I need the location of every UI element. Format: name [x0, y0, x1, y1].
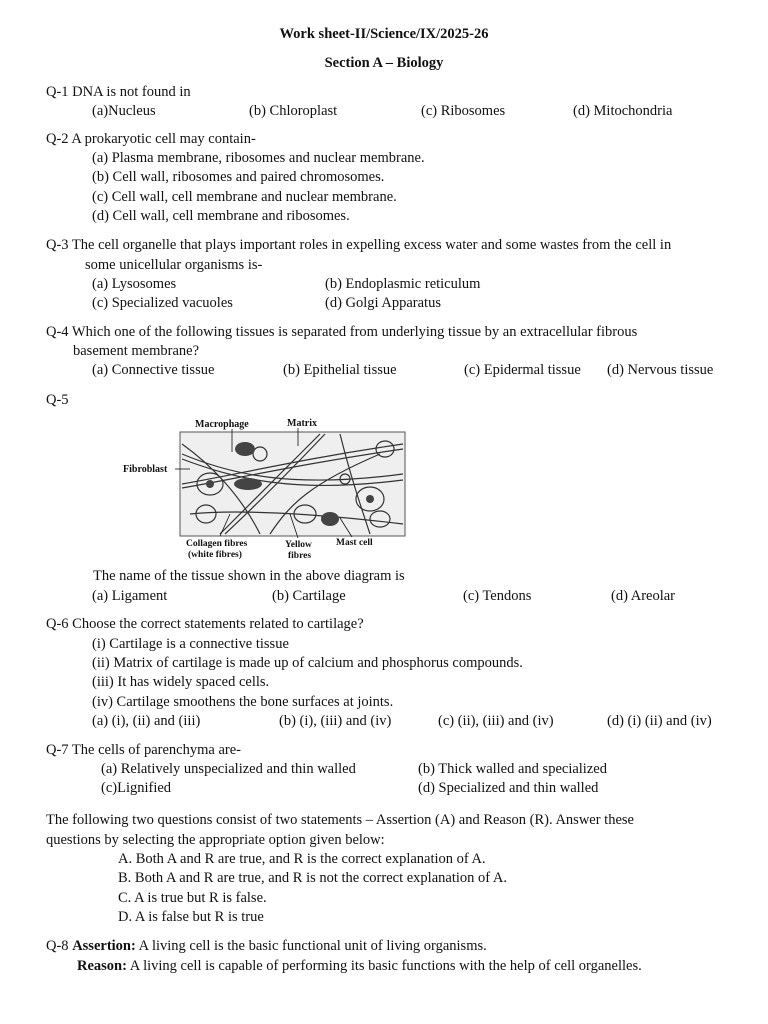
q7-option-b: (b) Thick walled and specialized [418, 761, 607, 777]
q6-statement-iv: (iv) Cartilage smoothens the bone surfaces at joints. [92, 694, 394, 710]
q1-option-d: (d) Mitochondria [573, 103, 673, 119]
q6-stem: Q-6 Choose the correct statements related to cartilage? [46, 616, 364, 632]
q8-assertion-text: A living cell is the basic functional unit of living organisms. [138, 938, 487, 954]
label-collagen-1: Collagen fibres [186, 539, 248, 549]
q3-option-a: (a) Lysosomes [92, 276, 177, 292]
ar-option-b: B. Both A and R are true, and R is not the correct explanation of A. [118, 870, 508, 886]
q7-option-d: (d) Specialized and thin walled [418, 780, 599, 796]
label-macrophage: Macrophage [195, 419, 249, 430]
q8-assertion-line [46, 938, 487, 955]
q7-stem: Q-7 The cells of parenchyma are- [46, 742, 241, 758]
section-heading: Section A – Biology [324, 55, 444, 71]
ar-option-c: C. A is true but R is false. [118, 890, 267, 906]
q3-option-b: (b) Endoplasmic reticulum [325, 276, 481, 292]
q1-stem: Q-1 DNA is not found in [46, 84, 191, 100]
q1-option-a: (a)Nucleus [92, 103, 156, 119]
q6-option-a: (a) (i), (ii) and (iii) [92, 713, 201, 729]
label-mast-cell: Mast cell [336, 538, 373, 548]
q5-option-d: (d) Areolar [611, 588, 676, 604]
q2-stem: Q-2 A prokaryotic cell may contain- [46, 131, 256, 147]
q4-option-a: (a) Connective tissue [92, 362, 215, 378]
q5-option-b: (b) Cartilage [272, 588, 346, 604]
q3-option-c: (c) Specialized vacuoles [92, 295, 233, 311]
q5-option-a: (a) Ligament [92, 588, 168, 604]
q3-stem-line1: Q-3 The cell organelle that plays important roles in expelling excess water and some wastes from the cell in [46, 237, 672, 253]
q6-option-c: (c) (ii), (iii) and (iv) [438, 713, 554, 729]
q5-option-c: (c) Tendons [463, 588, 532, 604]
label-collagen-2: (white fibres) [188, 550, 242, 560]
q1-option-c: (c) Ribosomes [421, 103, 506, 119]
q1-option-b: (b) Chloroplast [249, 103, 338, 119]
q8-reason-label: Reason: [77, 958, 127, 974]
ar-option-d: D. A is false but R is true [118, 909, 264, 925]
q7-option-c: (c)Lignified [101, 780, 172, 796]
q2-option-b: (b) Cell wall, ribosomes and paired chromosomes. [92, 169, 385, 185]
areolar-tissue-diagram [120, 414, 420, 564]
worksheet-title: Work sheet-II/Science/IX/2025-26 [279, 26, 489, 42]
q2-option-a: (a) Plasma membrane, ribosomes and nuclear membrane. [92, 150, 425, 166]
q8-assertion-label: Assertion: [72, 938, 136, 954]
q4-option-c: (c) Epidermal tissue [464, 362, 581, 378]
q2-option-d: (d) Cell wall, cell membrane and ribosomes. [92, 208, 350, 224]
q2-option-c: (c) Cell wall, cell membrane and nuclear membrane. [92, 189, 397, 205]
ar-intro-line2: questions by selecting the appropriate option given below: [46, 832, 385, 848]
q7-option-a: (a) Relatively unspecialized and thin walled [101, 761, 356, 777]
label-yellow-2: fibres [288, 551, 312, 561]
q8-number: Q-8 [46, 938, 69, 954]
label-fibroblast: Fibroblast [123, 464, 168, 475]
q4-stem-line1: Q-4 Which one of the following tissues is separated from underlying tissue by an extracellular fibrous [46, 324, 638, 340]
q5-prompt: The name of the tissue shown in the above diagram is [93, 568, 405, 584]
q6-statement-i: (i) Cartilage is a connective tissue [92, 636, 289, 652]
q8-reason-line [77, 958, 642, 975]
q6-statement-ii: (ii) Matrix of cartilage is made up of calcium and phosphorus compounds. [92, 655, 523, 671]
q4-stem-line2: basement membrane? [73, 343, 200, 359]
ar-intro-line1: The following two questions consist of two statements – Assertion (A) and Reason (R). Answer these [46, 812, 634, 828]
label-yellow-1: Yellow [285, 540, 312, 550]
q6-option-d: (d) (i) (ii) and (iv) [607, 713, 712, 729]
q5-stem: Q-5 [46, 392, 69, 408]
q3-option-d: (d) Golgi Apparatus [325, 295, 441, 311]
q3-stem-line2: some unicellular organisms is- [85, 257, 263, 273]
q8-reason-text: A living cell is capable of performing its basic functions with the help of cell organelles. [129, 958, 642, 974]
q4-option-b: (b) Epithelial tissue [283, 362, 397, 378]
q6-option-b: (b) (i), (iii) and (iv) [279, 713, 392, 729]
label-matrix: Matrix [287, 418, 317, 429]
ar-option-a: A. Both A and R are true, and R is the correct explanation of A. [118, 851, 486, 867]
q6-statement-iii: (iii) It has widely spaced cells. [92, 674, 270, 690]
q4-option-d: (d) Nervous tissue [607, 362, 714, 378]
